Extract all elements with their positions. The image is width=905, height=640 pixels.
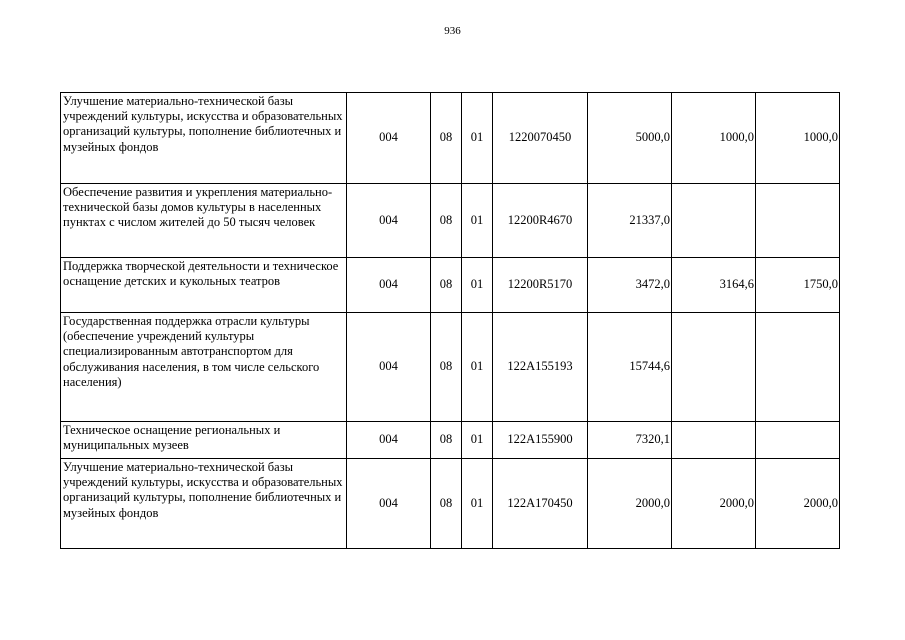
target-article-code: 122A170450 (493, 459, 588, 549)
table-row (61, 422, 840, 459)
row-name: Поддержка творческой деятельности и техническое оснащение детских и кукольных театров (61, 258, 347, 313)
section-code: 08 (431, 422, 462, 459)
ministry-code: 004 (347, 184, 431, 258)
ministry-code: 004 (347, 93, 431, 184)
ministry-code: 004 (347, 422, 431, 459)
target-article-code: 1220070450 (493, 93, 588, 184)
section-code: 08 (431, 184, 462, 258)
amount-year-2 (672, 313, 756, 422)
table-row (61, 93, 840, 184)
row-name: Улучшение материально-технической базы учреждений культуры, искусства и образовательных организаций культуры, пополнение библиотечных и музейных фондов (61, 459, 347, 549)
target-article-code: 12200R5170 (493, 258, 588, 313)
subsection-code: 01 (462, 459, 493, 549)
table-row (61, 459, 840, 549)
table-row (61, 313, 840, 422)
table-row (61, 258, 840, 313)
amount-year-1: 3472,0 (588, 258, 672, 313)
amount-year-3: 1750,0 (756, 258, 840, 313)
ministry-code: 004 (347, 459, 431, 549)
amount-year-1: 21337,0 (588, 184, 672, 258)
amount-year-1: 5000,0 (588, 93, 672, 184)
subsection-code: 01 (462, 258, 493, 313)
section-code: 08 (431, 258, 462, 313)
subsection-code: 01 (462, 93, 493, 184)
section-code: 08 (431, 459, 462, 549)
amount-year-1: 7320,1 (588, 422, 672, 459)
row-name: Государственная поддержка отрасли культуры (обеспечение учреждений культуры специализированным автотранспортом для обслуживания населения, в том числе сельского населения) (61, 313, 347, 422)
ministry-code: 004 (347, 258, 431, 313)
amount-year-3 (756, 422, 840, 459)
amount-year-2: 2000,0 (672, 459, 756, 549)
amount-year-1: 2000,0 (588, 459, 672, 549)
target-article-code: 122A155193 (493, 313, 588, 422)
budget-table (60, 92, 840, 549)
section-code: 08 (431, 313, 462, 422)
amount-year-2: 1000,0 (672, 93, 756, 184)
section-code: 08 (431, 93, 462, 184)
amount-year-2 (672, 422, 756, 459)
table-row (61, 184, 840, 258)
amount-year-2: 3164,6 (672, 258, 756, 313)
row-name: Техническое оснащение региональных и муниципальных музеев (61, 422, 347, 459)
amount-year-3 (756, 184, 840, 258)
subsection-code: 01 (462, 313, 493, 422)
amount-year-3: 2000,0 (756, 459, 840, 549)
amount-year-3 (756, 313, 840, 422)
ministry-code: 004 (347, 313, 431, 422)
row-name: Улучшение материально-технической базы учреждений культуры, искусства и образовательных организаций культуры, пополнение библиотечных и музейных фондов (61, 93, 347, 184)
subsection-code: 01 (462, 422, 493, 459)
amount-year-2 (672, 184, 756, 258)
amount-year-1: 15744,6 (588, 313, 672, 422)
amount-year-3: 1000,0 (756, 93, 840, 184)
page-number: 936 (444, 25, 461, 37)
subsection-code: 01 (462, 184, 493, 258)
row-name: Обеспечение развития и укрепления материально-технической базы домов культуры в населенных пунктах с числом жителей до 50 тысяч человек (61, 184, 347, 258)
target-article-code: 122A155900 (493, 422, 588, 459)
target-article-code: 12200R4670 (493, 184, 588, 258)
